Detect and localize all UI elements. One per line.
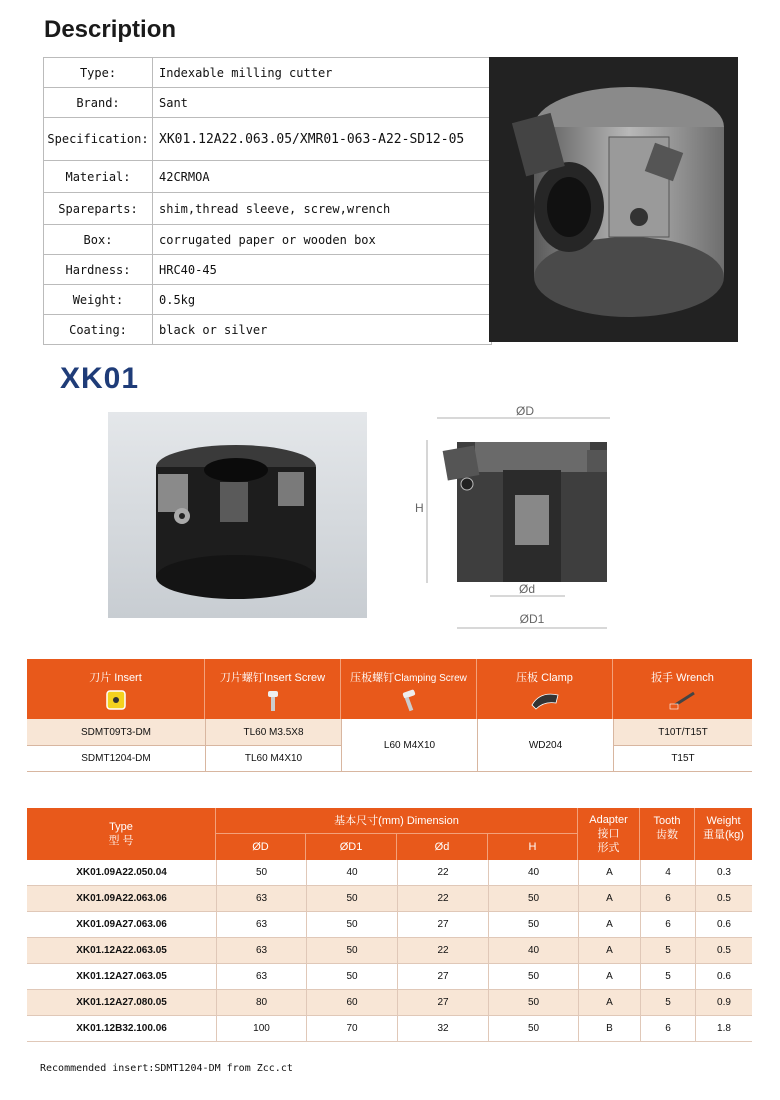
description-row	[44, 88, 492, 118]
header-clamping-screw: 压板螺钉Clamping Screw	[341, 659, 477, 719]
wrench-value: T15T	[613, 745, 752, 771]
spec-cell-weight: 1.8	[695, 1016, 752, 1042]
spec-cell-type: XK01.09A22.063.06	[27, 886, 216, 912]
technical-drawing	[415, 400, 615, 632]
insert-value: SDMT09T3-DM	[27, 719, 205, 745]
spec-cell-D: 63	[216, 886, 306, 912]
spec-cell-D: 100	[216, 1016, 306, 1042]
description-key: Box:	[44, 225, 153, 255]
spec-cell-tooth: 5	[640, 964, 695, 990]
spec-cell-d: 32	[397, 1016, 488, 1042]
header-dim-D1: ØD1	[306, 834, 397, 860]
description-key: Type:	[44, 58, 153, 88]
spec-cell-weight: 0.9	[695, 990, 752, 1016]
header-insert: 刀片 Insert	[27, 659, 205, 719]
description-heading: Description	[44, 16, 177, 43]
description-row	[44, 118, 492, 161]
header-type: Type 型 号	[27, 808, 216, 860]
header-dimension: 基本尺寸(mm) Dimension	[216, 808, 578, 834]
description-value: 42CRMOA	[153, 161, 492, 193]
spec-cell-type: XK01.12B32.100.06	[27, 1016, 216, 1042]
description-key: Coating:	[44, 315, 153, 345]
header-wrench: 扳手 Wrench	[613, 659, 752, 719]
description-key: Hardness:	[44, 255, 153, 285]
description-value: XK01.12A22.063.05/XMR01-063-A22-SD12-05	[153, 118, 492, 161]
description-value: corrugated paper or wooden box	[153, 225, 492, 255]
spec-cell-tooth: 6	[640, 886, 695, 912]
spec-cell-d: 27	[397, 990, 488, 1016]
spec-cell-type: XK01.12A27.080.05	[27, 990, 216, 1016]
description-key: Specification:	[44, 118, 153, 161]
description-value: Indexable milling cutter	[153, 58, 492, 88]
clamp-icon	[530, 689, 560, 714]
spec-cell-D1: 60	[306, 990, 397, 1016]
spec-cell-D: 80	[216, 990, 306, 1016]
spec-cell-type: XK01.09A27.063.06	[27, 912, 216, 938]
description-key: Material:	[44, 161, 153, 193]
header-insert-screw: 刀片螺钉Insert Screw	[205, 659, 341, 719]
spec-cell-adapter: A	[578, 912, 640, 938]
clamp-value: WD204	[477, 719, 613, 771]
spec-cell-d: 22	[397, 938, 488, 964]
spec-cell-D: 63	[216, 912, 306, 938]
description-value: HRC40-45	[153, 255, 492, 285]
description-row	[44, 161, 492, 193]
spec-cell-tooth: 5	[640, 938, 695, 964]
spec-cell-D: 50	[216, 860, 306, 886]
spec-cell-d: 27	[397, 912, 488, 938]
spec-cell-weight: 0.5	[695, 938, 752, 964]
spec-cell-D: 63	[216, 964, 306, 990]
spec-cell-H: 50	[488, 886, 578, 912]
cutter-render-image	[108, 412, 367, 618]
spec-cell-H: 50	[488, 1016, 578, 1042]
spec-cell-weight: 0.5	[695, 886, 752, 912]
footnote: Recommended insert:SDMT1204-DM from Zcc.ct	[40, 1063, 293, 1074]
wrench-icon	[668, 689, 698, 714]
insert-screw-value: TL60 M4X10	[205, 745, 341, 771]
insert-value: SDMT1204-DM	[27, 745, 205, 771]
description-row	[44, 255, 492, 285]
spec-cell-adapter: A	[578, 886, 640, 912]
spec-cell-weight: 0.6	[695, 912, 752, 938]
spec-cell-adapter: A	[578, 990, 640, 1016]
description-key: Spareparts:	[44, 193, 153, 225]
spec-cell-D1: 50	[306, 964, 397, 990]
spec-cell-D: 63	[216, 938, 306, 964]
specification-table	[27, 808, 752, 1036]
series-title: XK01	[60, 362, 140, 395]
spec-cell-H: 40	[488, 938, 578, 964]
description-row	[44, 193, 492, 225]
accessories-header-row	[27, 659, 752, 719]
spec-cell-tooth: 4	[640, 860, 695, 886]
clamping-screw-icon	[399, 689, 419, 716]
spec-cell-D1: 50	[306, 886, 397, 912]
spec-cell-tooth: 6	[640, 1016, 695, 1042]
spec-cell-weight: 0.6	[695, 964, 752, 990]
header-weight: Weight 重量(kg)	[695, 808, 752, 860]
spec-cell-H: 50	[488, 964, 578, 990]
description-row	[44, 58, 492, 88]
header-tooth: Tooth 齿数	[640, 808, 695, 860]
insert-icon	[105, 689, 127, 714]
dim-H-label: H	[415, 501, 424, 515]
spec-cell-d: 22	[397, 886, 488, 912]
spec-cell-D1: 50	[306, 912, 397, 938]
spec-cell-tooth: 5	[640, 990, 695, 1016]
description-value: shim,thread sleeve, screw,wrench	[153, 193, 492, 225]
cutter-photo	[489, 57, 738, 342]
spec-cell-tooth: 6	[640, 912, 695, 938]
spec-cell-adapter: A	[578, 964, 640, 990]
header-clamp: 压板 Clamp	[477, 659, 613, 719]
header-dim-d: Ød	[397, 834, 488, 860]
spec-cell-type: XK01.12A27.063.05	[27, 964, 216, 990]
insert-screw-value: TL60 M3.5X8	[205, 719, 341, 745]
spec-cell-D1: 40	[306, 860, 397, 886]
description-value: 0.5kg	[153, 285, 492, 315]
description-key: Weight:	[44, 285, 153, 315]
header-dim-H: H	[488, 834, 578, 860]
spec-cell-H: 40	[488, 860, 578, 886]
spec-cell-weight: 0.3	[695, 860, 752, 886]
spec-cell-type: XK01.09A22.050.04	[27, 860, 216, 886]
spec-cell-type: XK01.12A22.063.05	[27, 938, 216, 964]
header-dim-D: ØD	[216, 834, 306, 860]
description-row	[44, 315, 492, 345]
spec-cell-adapter: A	[578, 938, 640, 964]
description-row	[44, 225, 492, 255]
header-adapter: Adapter 接口 形式	[578, 808, 640, 860]
spec-cell-d: 27	[397, 964, 488, 990]
spec-cell-d: 22	[397, 860, 488, 886]
spec-cell-H: 50	[488, 990, 578, 1016]
spec-cell-H: 50	[488, 912, 578, 938]
description-value: Sant	[153, 88, 492, 118]
description-row	[44, 285, 492, 315]
dim-D-label: ØD	[516, 404, 534, 418]
dim-d-label: Ød	[518, 582, 536, 596]
screw-icon	[265, 689, 281, 716]
clamping-screw-value: L60 M4X10	[341, 719, 477, 771]
spec-cell-D1: 70	[306, 1016, 397, 1042]
description-key: Brand:	[44, 88, 153, 118]
description-value: black or silver	[153, 315, 492, 345]
dim-D1-label: ØD1	[519, 612, 545, 626]
spec-cell-adapter: B	[578, 1016, 640, 1042]
spec-cell-adapter: A	[578, 860, 640, 886]
description-table	[43, 57, 492, 345]
spec-cell-D1: 50	[306, 938, 397, 964]
accessories-bottom-rule	[27, 771, 752, 772]
wrench-value: T10T/T15T	[613, 719, 752, 745]
